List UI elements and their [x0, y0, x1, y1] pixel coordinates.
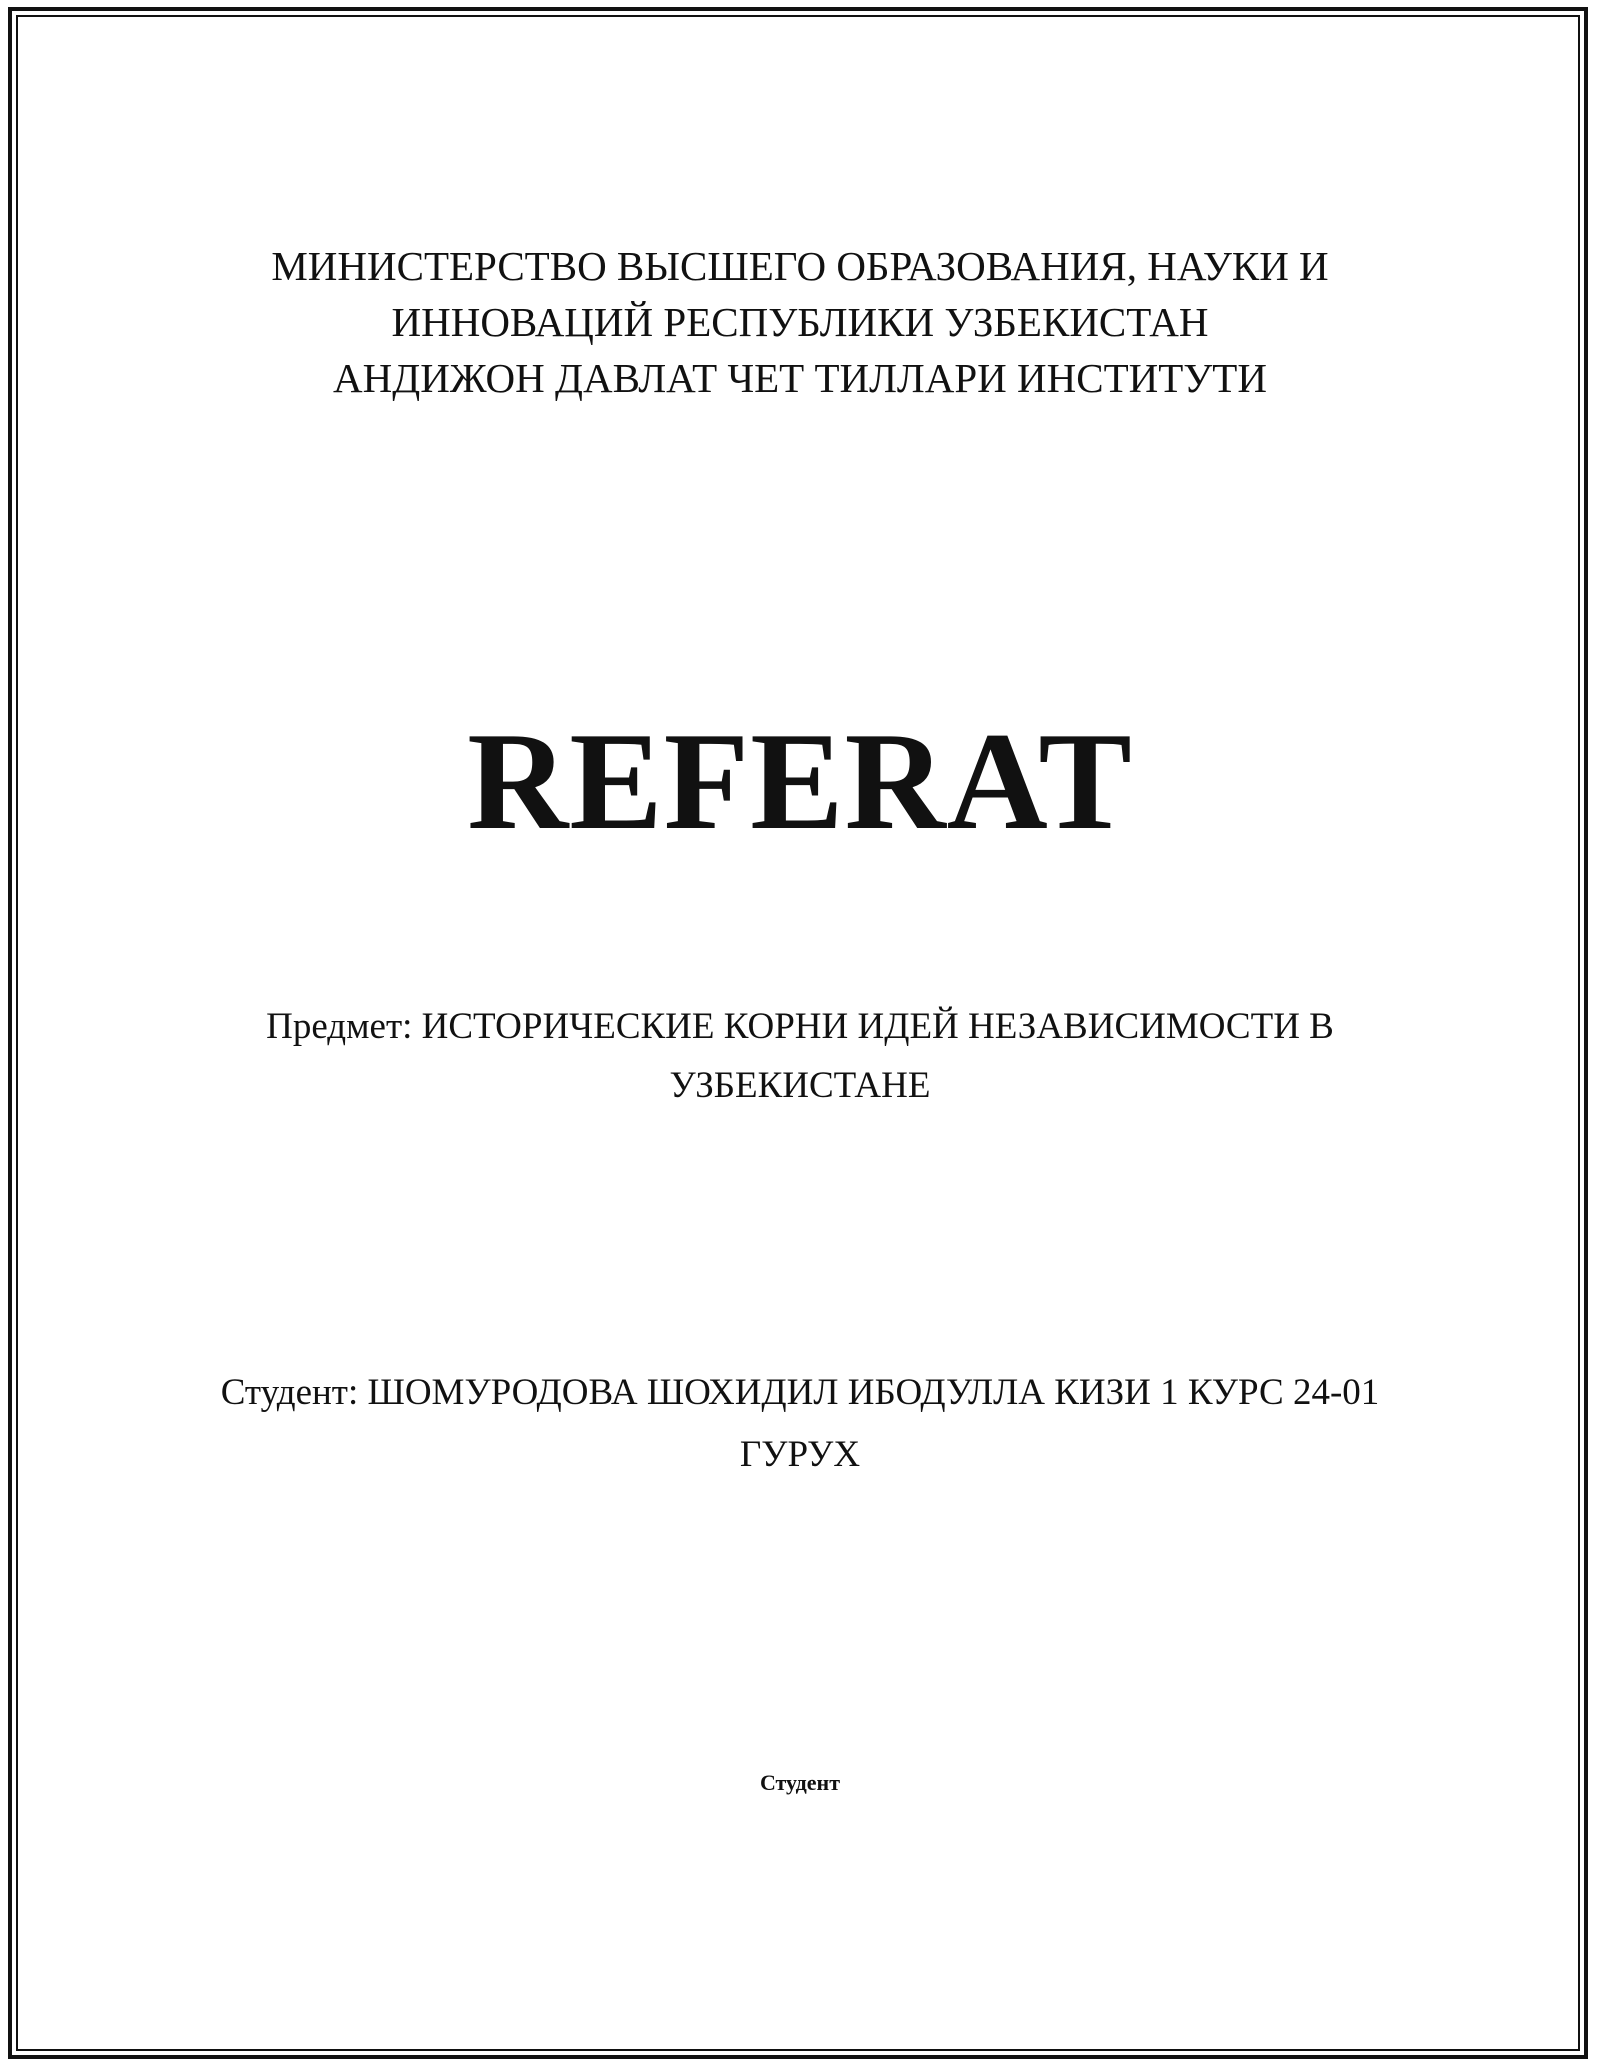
footer-student-label: Студент	[759, 1770, 841, 1795]
header-line-institute: АНДИЖОН ДАВЛАТ ЧЕТ ТИЛЛАРИ ИНСТИТУТИ	[333, 355, 1267, 401]
header-line-ministry: МИНИСТЕРСТВО ВЫСШЕГО ОБРАЗОВАНИЯ, НАУКИ И	[271, 243, 1329, 289]
document-title: REFERAT	[467, 704, 1133, 859]
header-line-republic: ИННОВАЦИЙ РЕСПУБЛИКИ УЗБЕКИСТАН	[391, 299, 1209, 345]
institution-header	[0, 238, 1600, 406]
subject-line: Предмет: ИСТОРИЧЕСКИЕ КОРНИ ИДЕЙ НЕЗАВИСИМОСТИ В УЗБЕКИСТАНЕ	[266, 1006, 1334, 1106]
student-line: Студент: ШОМУРОДОВА ШОХИДИЛ ИБОДУЛЛА КИЗИ 1 КУРС 24-01 ГУРУХ	[220, 1372, 1380, 1475]
